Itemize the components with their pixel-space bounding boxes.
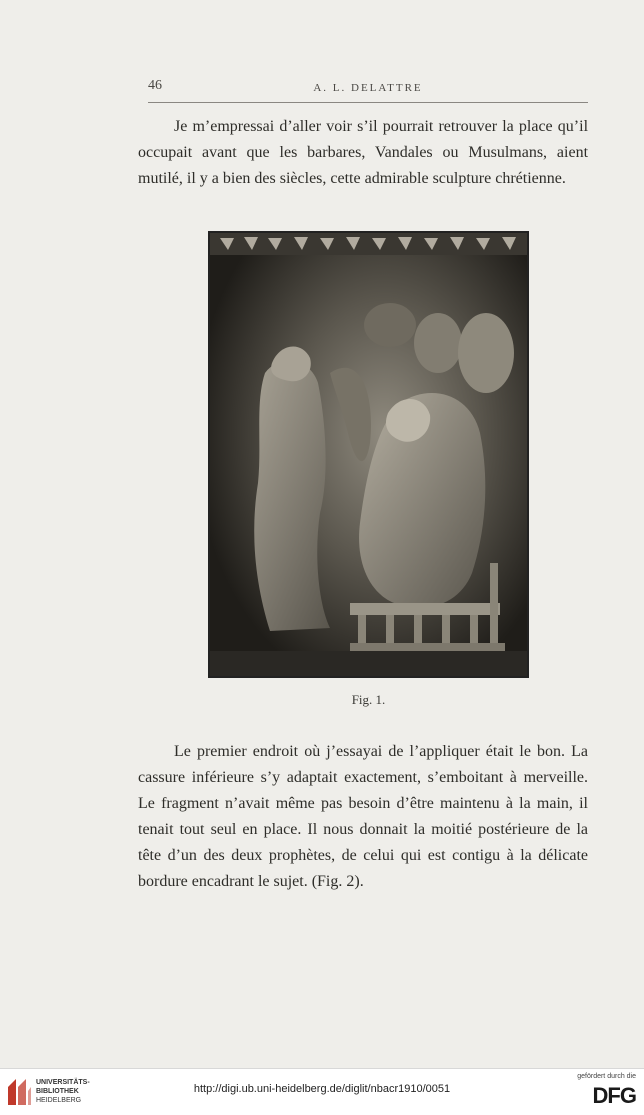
figure-photograph <box>208 231 529 678</box>
source-url-link[interactable]: http://digi.ub.uni-heidelberg.de/diglit/nbacr1910/0051 <box>193 1083 451 1095</box>
paragraph-2 <box>138 739 588 895</box>
text-line: Le premier endroit où j’essayai de l’appliquer était le bon. La cassure inférieure s’y adaptait exactement, s’emboitant à merveille. Le fragment n’avait même pas besoin d’être maintenu à la main, il tenait tout seul en place. Il nous donnait la moitié postérieure de la tête d’un des deux prophètes, de celui qui est contigu à la délicate bordure encadrant le sujet. (Fig. 2). <box>138 743 589 890</box>
funding-note: gefördert durch die <box>577 1073 636 1080</box>
page-header <box>148 76 588 103</box>
footer-bar <box>0 1068 644 1115</box>
paragraph-1 <box>138 114 588 192</box>
figure-caption: Fig. 1. <box>351 692 386 707</box>
relief-sculpture-image <box>210 233 527 676</box>
dfg-logo: DFG <box>592 1083 636 1108</box>
running-title: A. L. DELATTRE <box>313 82 423 94</box>
text-line: Je m’empressai d’aller voir s’il pourrait retrouver la place qu’il occupait avant que les barbares, Vandales ou Musulmans, aient mutilé, il y a bien des siècles, cette admirable sculpture chrétienne. <box>138 118 589 187</box>
page-number: 46 <box>148 78 162 93</box>
library-name: UNIVERSITÄTS- BIBLIOTHEK HEIDELBERG <box>36 1079 90 1104</box>
